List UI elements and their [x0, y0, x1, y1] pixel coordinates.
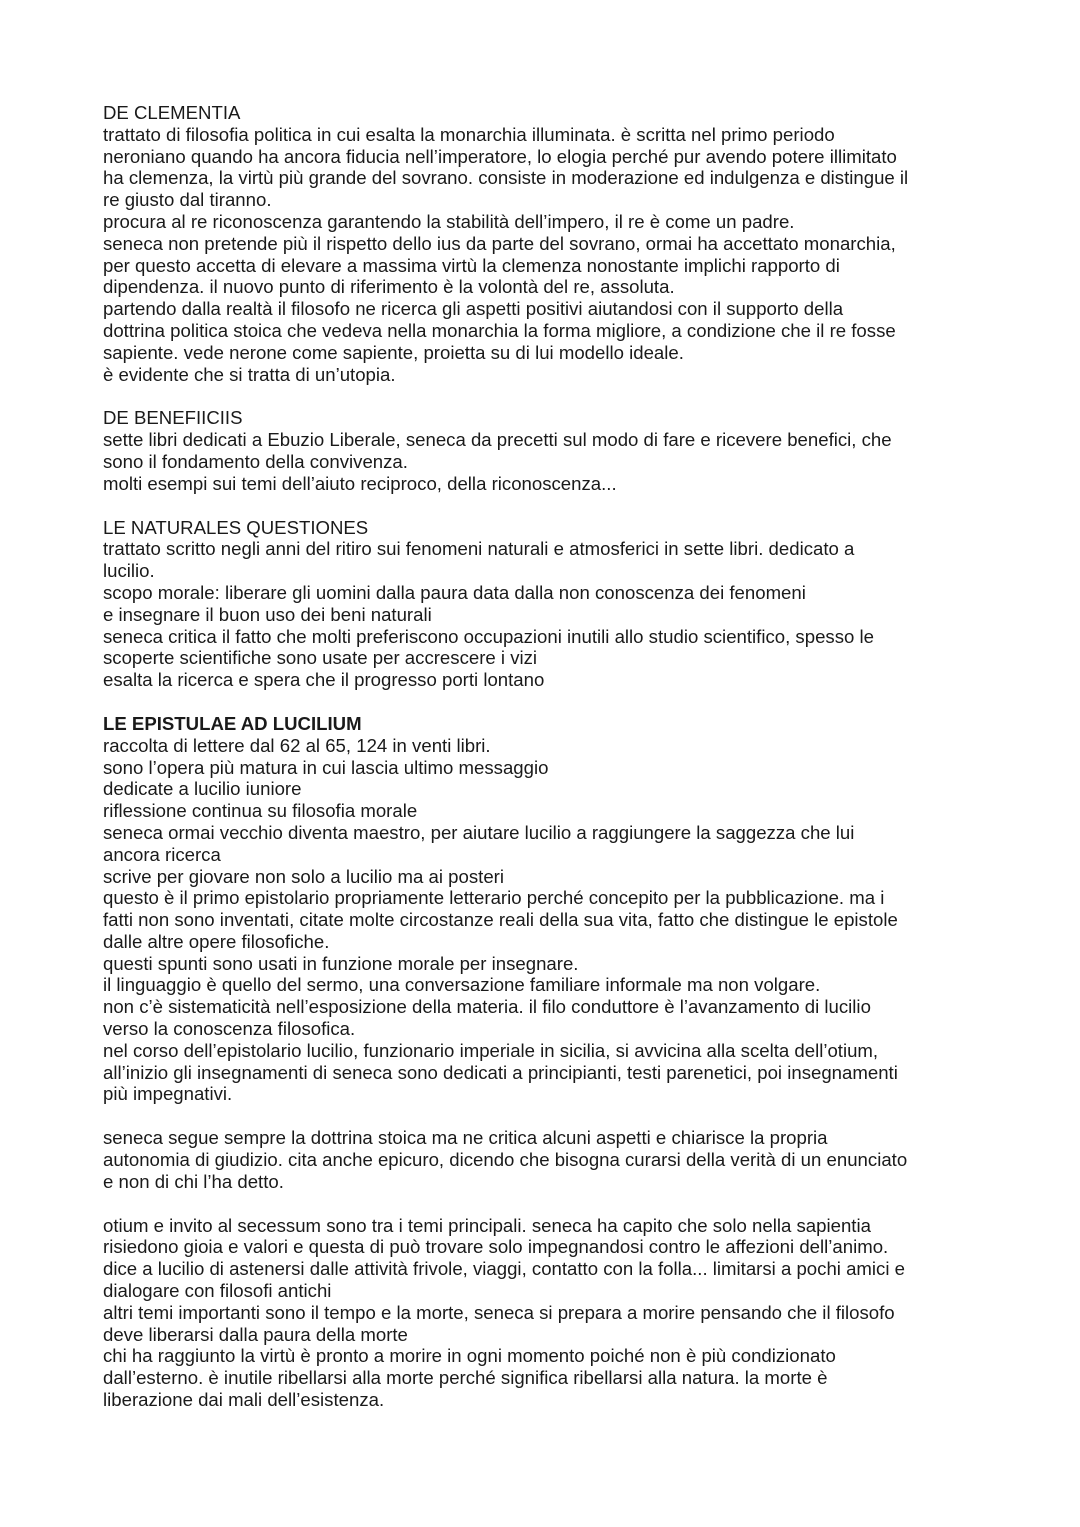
section-4	[103, 1127, 1000, 1192]
text-line: non c’è sistematicità nell’esposizione della materia. il filo conduttore è l’avanzamento di lucilio	[103, 996, 871, 1018]
text-line: dedicate a lucilio iuniore	[103, 778, 302, 800]
text-line: dall’esterno. è inutile ribellarsi alla morte perché significa ribellarsi alla natura. la morte è	[103, 1367, 828, 1389]
text-line: esalta la ricerca e spera che il progresso porti lontano	[103, 669, 545, 691]
text-line: sono il fondamento della convivenza.	[103, 450, 408, 472]
text-line: questi spunti sono usati in funzione morale per insegnare.	[103, 952, 579, 974]
text-line: sapiente. vede nerone come sapiente, proietta su di lui modello ideale.	[103, 341, 684, 363]
text-line: molti esempi sui temi dell’aiuto reciproco, della riconoscenza...	[103, 472, 617, 494]
text-line: dipendenza. il nuovo punto di riferimento è la volontà del re, assoluta.	[103, 276, 675, 298]
text-line: fatti non sono inventati, citate molte circostanze reali della sua vita, fatto che distingue le epistole	[103, 909, 898, 931]
section-title: DE BENEFIICIIS	[103, 407, 243, 429]
text-line: re giusto dal tiranno.	[103, 189, 272, 211]
text-line: seneca ormai vecchio diventa maestro, per aiutare lucilio a raggiungere la saggezza che lui	[103, 821, 855, 843]
section-2	[103, 517, 1000, 691]
text-line: deve liberarsi dalla paura della morte	[103, 1323, 408, 1345]
text-line: verso la conoscenza filosofica.	[103, 1018, 356, 1040]
text-line: chi ha raggiunto la virtù è pronto a morire in ogni momento poiché non è più condizionato	[103, 1345, 836, 1367]
text-line: e non di chi l’ha detto.	[103, 1170, 284, 1192]
text-line: procura al re riconoscenza garantendo la stabilità dell’impero, il re è come un padre.	[103, 210, 795, 232]
section-3	[103, 713, 1000, 1105]
text-line: sette libri dedicati a Ebuzio Liberale, seneca da precetti sul modo di fare e ricevere benefici, che	[103, 429, 892, 451]
text-line: trattato di filosofia politica in cui esalta la monarchia illuminata. è scritta nel primo periodo	[103, 123, 835, 145]
text-line: dottrina politica stoica che vedeva nella monarchia la forma migliore, a condizione che il re fosse	[103, 319, 896, 341]
text-line: trattato scritto negli anni del ritiro sui fenomeni naturali e atmosferici in sette libri. dedicato a	[103, 538, 855, 560]
text-line: il linguaggio è quello del sermo, una conversazione familiare informale ma non volgare.	[103, 974, 821, 996]
text-line: ancora ricerca	[103, 843, 221, 865]
text-line: seneca non pretende più il rispetto dello ius da parte del sovrano, ormai ha accettato monarchia,	[103, 232, 896, 254]
text-line: più impegnativi.	[103, 1083, 233, 1105]
text-line: dice a lucilio di astenersi dalle attività frivole, viaggi, contatto con la folla... limitarsi a pochi amici e	[103, 1258, 905, 1280]
text-line: seneca segue sempre la dottrina stoica ma ne critica alcuni aspetti e chiarisce la propria	[103, 1127, 828, 1149]
section-title: LE NATURALES QUESTIONES	[103, 516, 369, 538]
text-line: per questo accetta di elevare a massima virtù la clemenza nonostante implichi rapporto di	[103, 254, 840, 276]
text-line: lucilio.	[103, 560, 155, 582]
text-line: autonomia di giudizio. cita anche epicuro, dicendo che bisogna curarsi della verità di un enunciato	[103, 1149, 908, 1171]
text-line: raccolta di lettere dal 62 al 65, 124 in venti libri.	[103, 734, 491, 756]
text-line: e insegnare il buon uso dei beni naturali	[103, 603, 432, 625]
text-line: risiedono gioia e valori e questa di può trovare solo impegnandosi contro le affezioni dell’animo.	[103, 1236, 889, 1258]
text-line: questo è il primo epistolario propriamente letterario perché concepito per la pubblicazione. ma i	[103, 887, 885, 909]
text-line: dialogare con filosofi antichi	[103, 1280, 332, 1302]
section-5	[103, 1215, 1000, 1411]
text-line: è evidente che si tratta di un’utopia.	[103, 363, 396, 385]
text-line: scrive per giovare non solo a lucilio ma ai posteri	[103, 865, 504, 887]
section-1	[103, 407, 1000, 494]
text-line: scopo morale: liberare gli uomini dalla paura data dalla non conoscenza dei fenomeni	[103, 581, 806, 603]
text-line: seneca critica il fatto che molti preferiscono occupazioni inutili allo studio scientifico, spesso le	[103, 625, 874, 647]
text-line: partendo dalla realtà il filosofo ne ricerca gli aspetti positivi aiutandosi con il supporto della	[103, 298, 844, 320]
text-line: neroniano quando ha ancora fiducia nell’imperatore, lo elogia perché pur avendo potere illimitato	[103, 145, 897, 167]
text-line: sono l’opera più matura in cui lascia ultimo messaggio	[103, 756, 549, 778]
text-line: all’inizio gli insegnamenti di seneca sono dedicati a principianti, testi parenetici, poi insegnamenti	[103, 1061, 898, 1083]
text-line: dalle altre opere filosofiche.	[103, 930, 330, 952]
text-line: scoperte scientifiche sono usate per accrescere i vizi	[103, 647, 538, 669]
text-line: altri temi importanti sono il tempo e la morte, seneca si prepara a morire pensando che il filosofo	[103, 1301, 895, 1323]
text-line: liberazione dai mali dell’esistenza.	[103, 1389, 385, 1411]
section-0	[103, 102, 1000, 385]
text-line: otium e invito al secessum sono tra i temi principali. seneca ha capito che solo nella sapientia	[103, 1214, 871, 1236]
text-line: nel corso dell’epistolario lucilio, funzionario imperiale in sicilia, si avvicina alla scelta dell’otium,	[103, 1039, 879, 1061]
section-title: DE CLEMENTIA	[103, 102, 241, 123]
text-line: ha clemenza, la virtù più grande del sovrano. consiste in moderazione ed indulgenza e distingue il	[103, 167, 909, 189]
text-line: riflessione continua su filosofia morale	[103, 800, 418, 822]
section-title: LE EPISTULAE AD LUCILIUM	[103, 712, 362, 734]
